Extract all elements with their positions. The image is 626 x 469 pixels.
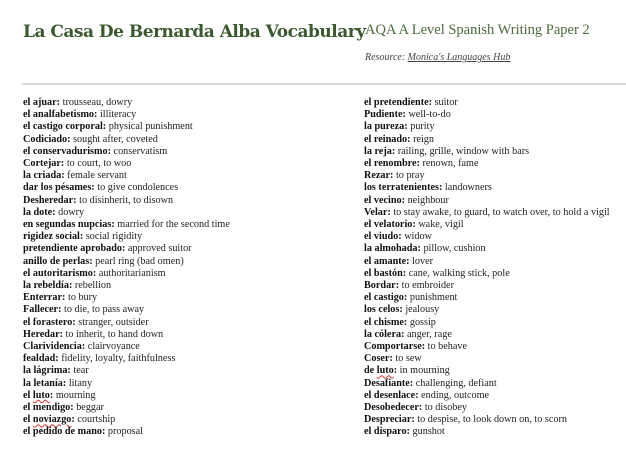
vocab-term: en segundas nupcias:: [23, 219, 115, 231]
vocab-term: Fallecer:: [23, 304, 62, 316]
page-title: La Casa De Bernarda Alba Vocabulary: [23, 22, 366, 42]
vocab-entry: [364, 97, 610, 109]
vocab-definition: trousseau, dowry: [62, 97, 133, 108]
vocab-term: la lágrima:: [23, 365, 71, 377]
vocab-definition: female servant: [67, 170, 127, 182]
vocab-entry: [23, 121, 230, 133]
vocab-definition: beggar: [76, 402, 104, 414]
vocab-definition: renown, fame: [422, 158, 479, 170]
vocab-term: el pedido de mano:: [23, 426, 106, 438]
vocab-definition: well-to-do: [408, 109, 451, 121]
vocab-definition: jealousy: [405, 304, 440, 316]
vocab-definition: punishment: [409, 292, 458, 304]
vocab-term: el ajuar:: [23, 97, 61, 108]
vocab-definition: to despise, to look down on, to scorn: [417, 414, 567, 426]
vocab-definition: tear: [73, 365, 89, 377]
vocab-entry: [23, 182, 230, 194]
vocab-term: Desobedecer:: [364, 402, 423, 414]
vocab-entry: [23, 207, 230, 219]
vocab-entry: [23, 256, 230, 268]
vocab-definition: mourning: [55, 389, 96, 401]
vocab-definition: to give condolences: [97, 182, 179, 194]
vocab-definition: pillow, cushion: [423, 243, 486, 255]
vocab-definition: litany: [68, 377, 93, 389]
vocab-definition: to die, to pass away: [64, 304, 145, 316]
vocab-term: los celos:: [364, 304, 403, 316]
vocab-term: el amante:: [364, 255, 410, 267]
vocab-entry: [364, 365, 610, 377]
vocab-term: el disparo:: [364, 426, 410, 438]
vocab-term: la pureza:: [364, 121, 408, 133]
vocab-term: el renombre:: [364, 158, 420, 170]
vocab-entry: [23, 414, 230, 426]
vocab-entry: [23, 195, 230, 207]
vocab-term: Coser:: [364, 353, 393, 365]
vocab-term: Pudiente:: [364, 109, 406, 121]
vocab-term: pretendiente aprobado:: [23, 243, 126, 255]
header-divider: [22, 83, 626, 85]
vocab-entry: [364, 109, 610, 121]
vocab-entry: [364, 268, 610, 280]
vocab-entry: [364, 414, 610, 426]
vocab-entry: [364, 219, 610, 231]
vocab-term: el autoritarismo:: [23, 267, 97, 279]
vocab-entry: [364, 243, 610, 255]
vocab-definition: challenging, defiant: [415, 377, 497, 389]
vocab-term: dar los pésames:: [23, 182, 95, 194]
vocab-definition: clairvoyance: [87, 341, 140, 353]
vocab-entry: [23, 146, 230, 158]
vocab-term: Bordar:: [364, 280, 400, 292]
vocab-entry: [23, 390, 230, 402]
vocab-term: el conservadurismo:: [23, 145, 111, 157]
vocab-definition: to stay awake, to guard, to watch over, to hold a vigil: [393, 206, 610, 218]
resource-label: Resource:: [365, 52, 406, 63]
vocab-definition: fidelity, loyalty, faithfulness: [61, 353, 176, 365]
vocab-definition: courtship: [77, 414, 116, 426]
vocab-entry: [364, 207, 610, 219]
vocab-entry: [23, 97, 230, 109]
vocab-definition: to inherit, to hand down: [65, 328, 164, 340]
vocab-definition: stranger, outsider: [78, 316, 149, 328]
vocab-entry: [23, 219, 230, 231]
vocab-term: Cortejar:: [23, 158, 65, 170]
vocab-term: Comportarse:: [364, 341, 426, 353]
vocab-definition: to disinherit, to disown: [79, 194, 174, 206]
vocab-term: el noviazgo:: [23, 414, 75, 426]
vocab-definition: to pray: [395, 170, 425, 182]
vocab-term: Despreciar:: [364, 414, 415, 426]
vocab-entry: [23, 341, 230, 353]
vocab-entry: [23, 134, 230, 146]
vocab-entry: [364, 195, 610, 207]
vocab-entry: [23, 402, 230, 414]
vocab-entry: [23, 280, 230, 292]
vocab-entry: [23, 353, 230, 365]
vocab-column-left: [23, 97, 230, 439]
vocab-entry: [364, 134, 610, 146]
vocab-term: el forastero:: [23, 316, 76, 328]
vocab-term: la letanía:: [23, 377, 67, 389]
resource-link[interactable]: Monica's Languages Hub: [407, 52, 511, 63]
vocab-definition: ending, outcome: [421, 389, 490, 401]
vocab-column-right: [364, 97, 610, 439]
vocab-term: el mendigo:: [23, 402, 74, 414]
vocab-definition: dowry: [58, 206, 85, 218]
vocab-definition: gunshot: [412, 426, 445, 438]
vocab-term: rigidez social:: [23, 231, 84, 243]
vocab-term: el velatorio:: [364, 219, 416, 231]
vocab-entry: [23, 109, 230, 121]
vocab-entry: [364, 158, 610, 170]
vocab-definition: to court, to woo: [66, 158, 132, 170]
vocab-entry: [364, 146, 610, 158]
vocab-entry: [364, 390, 610, 402]
vocab-term: fealdad:: [23, 353, 59, 365]
vocab-entry: [364, 426, 610, 438]
vocab-term: el analfabetismo:: [23, 109, 98, 121]
vocab-term: el chisme:: [364, 316, 408, 328]
vocab-entry: [23, 231, 230, 243]
vocab-entry: [364, 317, 610, 329]
vocab-definition: reign: [413, 133, 434, 145]
vocab-entry: [364, 182, 610, 194]
vocab-definition: sought after, coveted: [73, 133, 158, 145]
vocab-term: el luto:: [23, 389, 54, 401]
resource-line: [365, 52, 510, 63]
vocab-definition: proposal: [107, 426, 143, 438]
vocab-term: el viudo:: [364, 231, 402, 243]
vocab-entry: [364, 256, 610, 268]
vocab-entry: [23, 158, 230, 170]
vocab-definition: rebellion: [74, 280, 112, 292]
vocab-entry: [364, 341, 610, 353]
vocab-entry: [23, 292, 230, 304]
vocab-term: el reinado:: [364, 133, 411, 145]
vocab-entry: [364, 329, 610, 341]
vocab-definition: widow: [404, 231, 432, 243]
vocab-term: el castigo:: [364, 292, 408, 304]
vocab-definition: to disobey: [424, 402, 467, 414]
vocab-term: la dote:: [23, 206, 56, 218]
vocab-term: Enterrar:: [23, 292, 66, 304]
vocab-definition: pearl ring (bad omen): [95, 255, 184, 267]
vocab-definition: wake, vigil: [418, 219, 464, 231]
vocab-definition: suitor: [434, 97, 458, 108]
vocab-definition: cane, walking stick, pole: [408, 267, 510, 279]
vocab-term: Velar:: [364, 206, 391, 218]
vocab-definition: to bury: [67, 292, 98, 304]
vocab-entry: [364, 231, 610, 243]
vocab-term: el pretendiente:: [364, 97, 432, 108]
vocab-term: Desafiante:: [364, 377, 414, 389]
vocab-entry: [23, 268, 230, 280]
vocab-term: el castigo corporal:: [23, 121, 107, 133]
vocab-definition: illiteracy: [99, 109, 137, 121]
vocab-term: el vecino:: [364, 194, 406, 206]
vocab-definition: authoritarianism: [98, 267, 166, 279]
vocab-term: la almohada:: [364, 243, 421, 255]
vocab-entry: [23, 170, 230, 182]
vocab-term: Rezar:: [364, 170, 394, 182]
vocab-definition: railing, grille, window with bars: [397, 145, 530, 157]
vocab-definition: to behave: [427, 341, 467, 353]
vocab-entry: [23, 304, 230, 316]
vocab-term: Codiciado:: [23, 133, 71, 145]
vocab-entry: [364, 121, 610, 133]
vocab-entry: [364, 402, 610, 414]
vocab-entry: [23, 365, 230, 377]
vocab-definition: purity: [410, 121, 435, 133]
vocab-definition: married for the second time: [117, 219, 230, 231]
vocab-term: anillo de perlas:: [23, 255, 93, 267]
vocab-term: Clarividencia:: [23, 341, 86, 353]
vocab-definition: anger, rage: [407, 328, 452, 340]
vocab-term: el bastón:: [364, 267, 407, 279]
vocab-entry: [23, 243, 230, 255]
vocab-definition: neighbour: [407, 194, 449, 206]
vocab-definition: gossip: [409, 316, 436, 328]
vocab-definition: physical punishment: [108, 121, 193, 133]
vocab-definition: in mourning: [399, 365, 450, 377]
vocab-entry: [364, 280, 610, 292]
vocab-term: la reja:: [364, 145, 396, 157]
vocab-entry: [23, 426, 230, 438]
vocab-entry: [23, 378, 230, 390]
vocab-definition: to embroider: [401, 280, 454, 292]
vocab-definition: approved suitor: [127, 243, 192, 255]
vocab-term: la cólera:: [364, 328, 405, 340]
vocab-entry: [23, 317, 230, 329]
vocab-definition: social rigidity: [85, 231, 143, 243]
vocab-term: el desenlace:: [364, 389, 419, 401]
vocab-term: Desheredar:: [23, 194, 77, 206]
paper-subtitle: AQA A Level Spanish Writing Paper 2: [365, 22, 590, 38]
vocab-term: la rebeldía:: [23, 280, 73, 292]
vocab-entry: [364, 304, 610, 316]
vocab-definition: conservatism: [113, 145, 168, 157]
vocab-entry: [364, 292, 610, 304]
vocab-definition: to sew: [395, 353, 422, 365]
vocab-term: la criada:: [23, 170, 65, 182]
vocab-definition: landowners: [444, 182, 492, 194]
vocab-entry: [364, 353, 610, 365]
vocab-term: Heredar:: [23, 328, 63, 340]
vocab-entry: [364, 378, 610, 390]
vocab-definition: lover: [412, 255, 434, 267]
vocab-term: de luto:: [364, 365, 398, 377]
vocab-term: los terratenientes:: [364, 182, 443, 194]
vocab-entry: [23, 329, 230, 341]
vocab-entry: [364, 170, 610, 182]
